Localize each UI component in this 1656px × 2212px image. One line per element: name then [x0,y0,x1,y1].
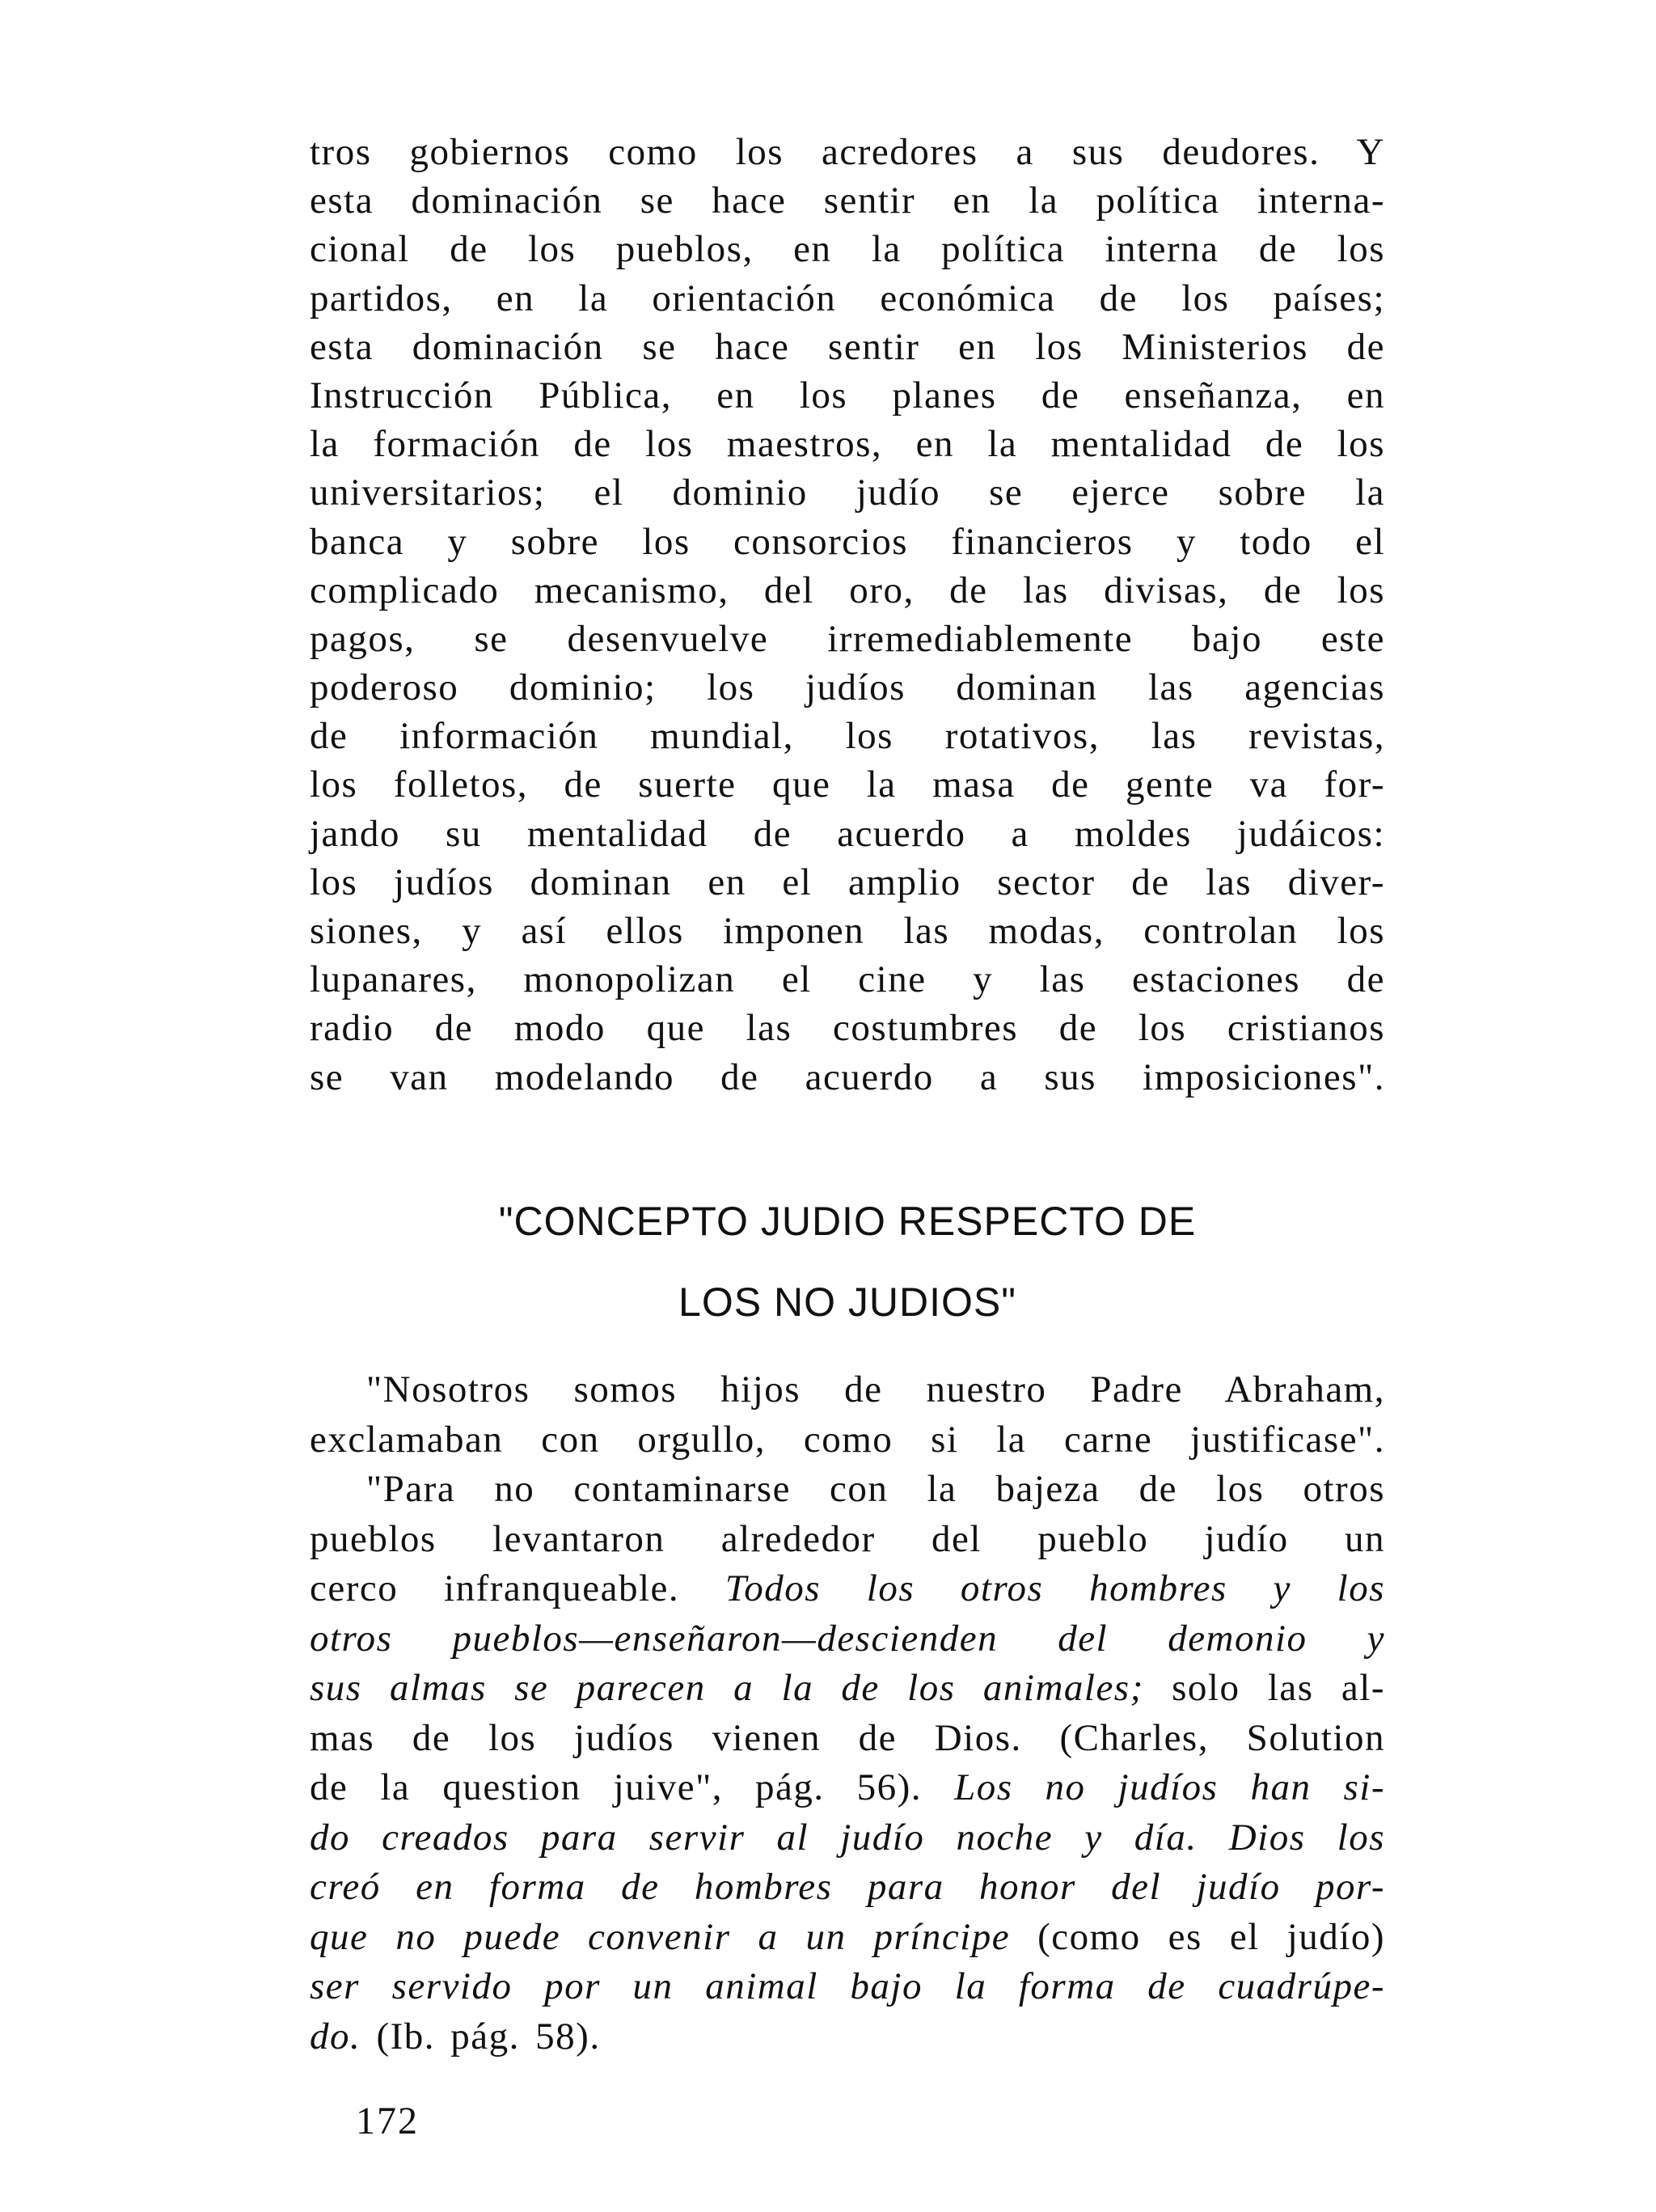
text-line [310,1913,1385,1963]
text-line: partidos, en la orientación económica de los países; [310,277,1385,319]
text-segment: de la question juive", pág. 56). [310,1766,923,1808]
text-line: Instrucción Pública, en los planes de enseñanza, en [310,374,1385,417]
italic-segment: do creados para servir al judío noche y día. [310,1816,1198,1859]
text-line: se van modelando de acuerdo a sus imposiciones". [310,1055,1385,1098]
text-line: "Nosotros somos hijos de nuestro Padre Abraham, [366,1368,1385,1411]
italic-segment: do. [310,2015,361,2058]
text-line [310,1564,1385,1614]
text-line: pagos, se desenvuelve irremediablemente bajo este [310,617,1385,660]
body-paragraph [310,128,1385,1102]
text-line: pueblos levantaron alrededor del pueblo judío un [310,1517,1385,1560]
text-line: creó en forma de hombres para honor del judío por- [310,1866,1385,1908]
text-line: lupanares, monopolizan el cine y las estaciones de [310,958,1385,1001]
text-line: banca y sobre los consorcios financieros y todo el [310,520,1385,563]
text-line: de información mundial, los rotativos, las revistas, [310,715,1385,758]
text-line: universitarios; el dominio judío se ejerce sobre la [310,472,1385,514]
text-line: esta dominación se hace sentir en la política interna- [310,180,1385,222]
text-line: radio de modo que las costumbres de los cristianos [310,1007,1385,1050]
italic-segment: Dios los [1228,1816,1386,1859]
italic-segment: sus almas se parecen a la de los animales; [310,1667,1144,1709]
text-line: cional de los pueblos, en la política interna de los [310,228,1385,271]
text-line [310,2012,1385,2062]
page-number: 172 [356,2100,419,2142]
text-line: la formación de los maestros, en la mentalidad de los [310,423,1385,466]
text-line: esta dominación se hace sentir en los Ministerios de [310,325,1385,368]
section-heading: LOS NO JUDIOS" [678,1279,1016,1325]
text-line: ser servido por un animal bajo la forma de cuadrúpe- [310,1965,1385,2007]
text-line: mas de los judíos vienen de Dios. (Charles, Solution [310,1716,1385,1759]
italic-segment: que no puede convenir a un príncipe [310,1915,1011,1958]
italic-segment: Los no judíos han si- [954,1766,1385,1808]
text-segment: solo las al- [1172,1667,1385,1709]
text-line: complicado mecanismo, del oro, de las divisas, de los [310,569,1385,611]
text-line: siones, y así ellos imponen las modas, controlan los [310,910,1385,952]
text-line: poderoso dominio; los judíos dominan las agencias [310,666,1385,709]
text-line [310,1664,1385,1714]
text-line [310,1763,1385,1813]
text-line: los folletos, de suerte que la masa de gente va for- [310,763,1385,806]
section-heading: "CONCEPTO JUDIO RESPECTO DE [498,1199,1197,1244]
text-line: los judíos dominan en el amplio sector de las diver- [310,861,1385,903]
text-line: exclamaban con orgullo, como si la carne justificase". [310,1418,1385,1461]
text-line: tros gobiernos como los acredores a sus deudores. Y [310,131,1385,173]
quote-paragraph [310,1365,1385,2062]
text-segment: (Ib. pág. 58). [376,2015,601,2058]
text-segment: cerco infranqueable. [310,1567,680,1609]
italic-segment: Todos los otros hombres y los [724,1567,1385,1609]
text-segment: (como es el judío) [1037,1915,1385,1958]
text-line: "Para no contaminarse con la bajeza de los otros [366,1468,1385,1510]
text-line: otros pueblos—enseñaron—descienden del demonio y [310,1617,1385,1660]
text-line [310,1813,1385,1863]
text-line: jando su mentalidad de acuerdo a moldes judáicos: [310,812,1385,855]
